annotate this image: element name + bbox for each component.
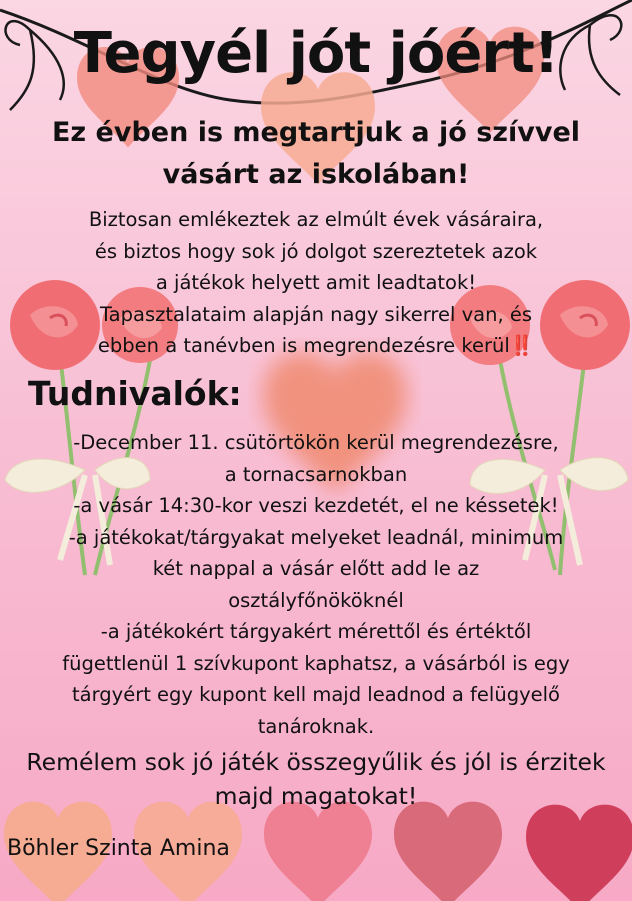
info-line: -a vásár 14:30-kor veszi kezdetét, el ne késsetek!: [73, 494, 559, 517]
section-heading: Tudnivalók:: [28, 374, 242, 413]
bottom-heart-5: [526, 805, 632, 901]
bottom-heart-4: [394, 802, 502, 901]
info-line: tanároknak.: [257, 714, 375, 738]
info-line: -a játékokat/tárgyakat melyeket leadnál, minimum: [68, 525, 564, 549]
info-line: a tornacsarnokban: [224, 462, 408, 486]
bottom-heart-3: [264, 802, 372, 901]
subtitle-line: Ez évben is megtartjuk a jó szívvel: [51, 117, 581, 148]
closing-message: [0, 745, 632, 813]
intro-line: és biztos hogy sok jó dolgot szereztetek azok: [94, 239, 538, 263]
closing-line: majd magatokat!: [214, 782, 418, 810]
subtitle: [0, 112, 632, 196]
intro-paragraph: [0, 204, 632, 362]
info-line: osztályfőnököknél: [228, 588, 404, 612]
subtitle-line: vásárt az iskolában!: [162, 159, 470, 190]
intro-line: ebben a tanévben is megrendezésre kerül‼️: [97, 334, 535, 357]
poster-title: Tegyél jót jóért!: [73, 21, 559, 86]
info-list: [0, 427, 632, 742]
info-line: két nappal a vásár előtt add le az: [152, 557, 480, 580]
closing-line: Remélem sok jó játék összegyűlik és jól is érzitek: [26, 748, 606, 776]
author-name: Böhler Szinta Amina: [7, 836, 230, 861]
info-line: -a játékokért tárgyakért mérettől és értéktől: [100, 620, 532, 643]
intro-line: a játékok helyett amit leadtatok!: [155, 271, 477, 294]
info-line: -December 11. csütörtökön kerül megrendezésre,: [73, 431, 559, 454]
info-line: tárgyért egy kupont kell majd leadnod a felügyelő: [72, 683, 560, 706]
info-line: fügettlenül 1 szívkupont kaphatsz, a vásárból is egy: [62, 651, 570, 675]
intro-line: Tapasztalataim alapján nagy sikerrel van, és: [99, 302, 533, 326]
intro-line: Biztosan emlékeztek az elmúlt évek vásáraira,: [88, 208, 544, 231]
